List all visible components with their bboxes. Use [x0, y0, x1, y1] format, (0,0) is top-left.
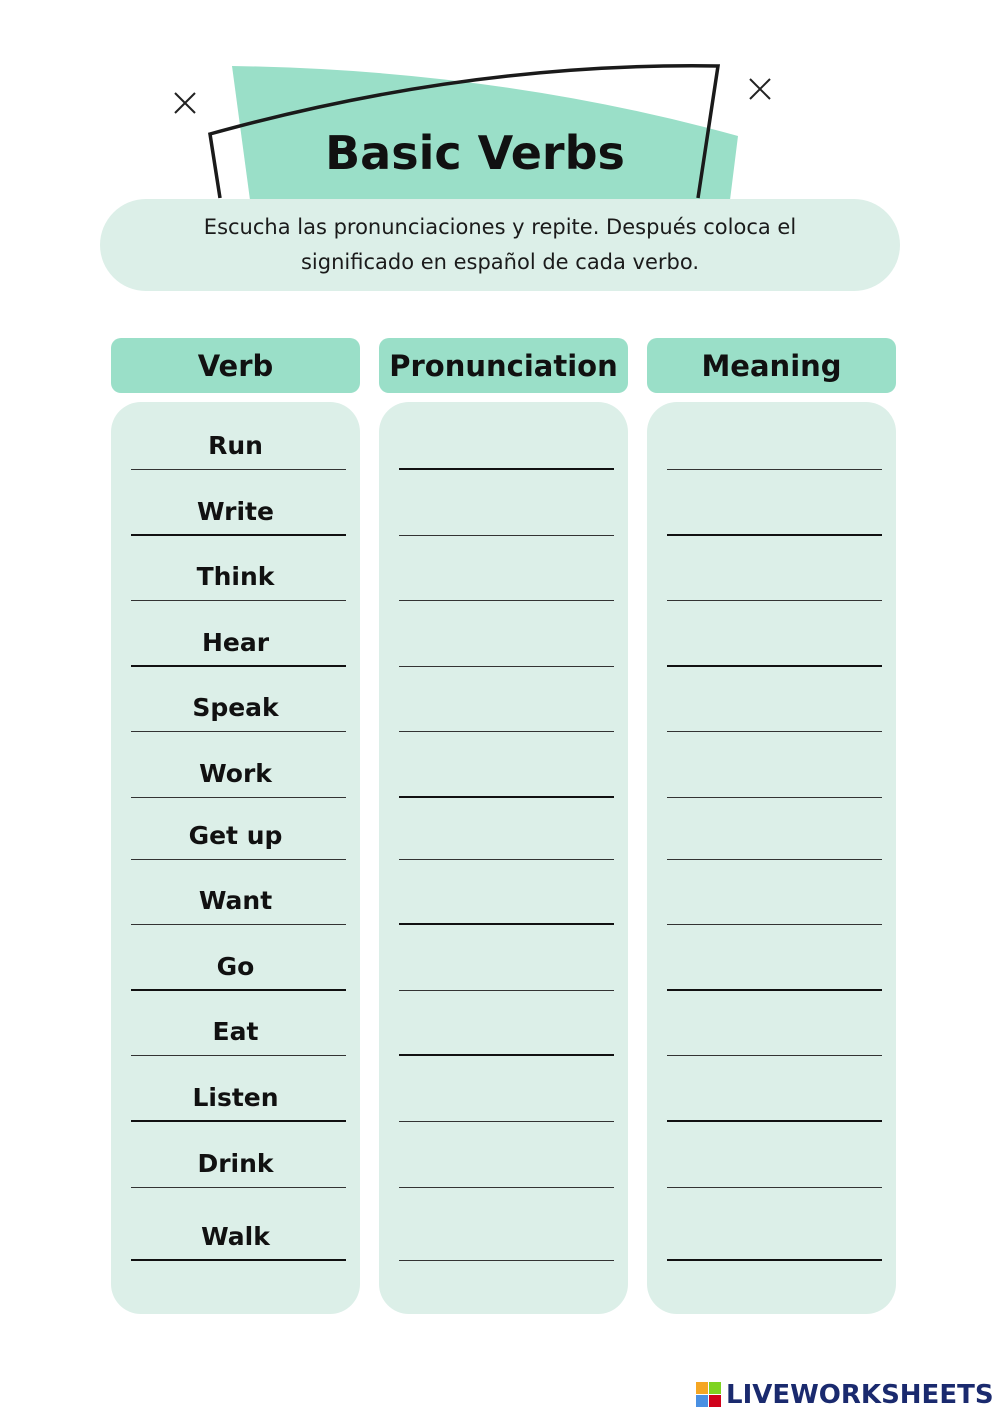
verb-row [111, 800, 360, 860]
meaning-answer-line[interactable] [667, 665, 882, 667]
meaning-answer-line[interactable] [667, 534, 882, 536]
verb-column [111, 402, 360, 1314]
verb-answer-line [131, 665, 346, 667]
meaning-answer-line[interactable] [667, 859, 882, 860]
meaning-row[interactable] [647, 541, 896, 601]
verb-word: Eat [212, 1017, 259, 1046]
meaning-answer-line[interactable] [667, 731, 882, 732]
pronunciation-answer-line[interactable] [399, 666, 614, 667]
meaning-answer-line[interactable] [667, 989, 882, 991]
meaning-row[interactable] [647, 672, 896, 732]
verb-word: Get up [188, 821, 283, 850]
page-title: Basic Verbs [325, 126, 625, 180]
pronunciation-row[interactable] [379, 996, 628, 1056]
verb-answer-line [131, 924, 346, 925]
verb-word: Listen [192, 1083, 279, 1112]
verb-word: Walk [201, 1222, 270, 1251]
pronunciation-row[interactable] [379, 410, 628, 470]
verb-word: Work [199, 759, 272, 788]
verb-row [111, 672, 360, 732]
verb-word: Think [196, 562, 275, 591]
meaning-answer-line[interactable] [667, 1055, 882, 1056]
pronunciation-row[interactable] [379, 738, 628, 798]
meaning-answer-line[interactable] [667, 924, 882, 925]
verb-row [111, 1128, 360, 1188]
verb-row [111, 996, 360, 1056]
pronunciation-answer-line[interactable] [399, 1260, 614, 1261]
verb-row [111, 607, 360, 667]
verb-word: Go [216, 952, 255, 981]
verb-word: Speak [192, 693, 279, 722]
verb-row [111, 1201, 360, 1261]
verb-row [111, 865, 360, 925]
pronunciation-row[interactable] [379, 1128, 628, 1188]
verb-row [111, 476, 360, 536]
pronunciation-answer-line[interactable] [399, 990, 614, 991]
meaning-answer-line[interactable] [667, 797, 882, 798]
pronunciation-column-header: Pronunciation [379, 338, 628, 393]
verb-row [111, 1062, 360, 1122]
verb-column-header: Verb [111, 338, 360, 393]
meaning-row[interactable] [647, 738, 896, 798]
meaning-row[interactable] [647, 865, 896, 925]
verb-word: Run [208, 431, 263, 460]
pronunciation-row[interactable] [379, 476, 628, 536]
verb-answer-line [131, 1120, 346, 1122]
pronunciation-column [379, 402, 628, 1314]
verb-word: Drink [197, 1149, 274, 1178]
verb-answer-line [131, 1055, 346, 1056]
pronunciation-answer-line[interactable] [399, 1121, 614, 1122]
pronunciation-answer-line[interactable] [399, 859, 614, 860]
verb-row [111, 410, 360, 470]
pronunciation-row[interactable] [379, 1201, 628, 1261]
instructions-text: Escucha las pronunciaciones y repite. Después coloca el significado en español de cada verbo. [203, 215, 797, 274]
verb-word: Write [197, 497, 274, 526]
meaning-column-header: Meaning [647, 338, 896, 393]
pronunciation-answer-line[interactable] [399, 1054, 614, 1056]
meaning-answer-line[interactable] [667, 1187, 882, 1188]
pronunciation-row[interactable] [379, 1062, 628, 1122]
meaning-row[interactable] [647, 800, 896, 860]
meaning-row[interactable] [647, 476, 896, 536]
pronunciation-row[interactable] [379, 865, 628, 925]
pronunciation-row[interactable] [379, 607, 628, 667]
pronunciation-row[interactable] [379, 800, 628, 860]
liveworksheets-logo [696, 1380, 994, 1410]
verb-row [111, 541, 360, 601]
meaning-row[interactable] [647, 1062, 896, 1122]
verb-answer-line [131, 600, 346, 601]
pronunciation-row[interactable] [379, 672, 628, 732]
pronunciation-row[interactable] [379, 931, 628, 991]
pronunciation-answer-line[interactable] [399, 468, 614, 470]
verb-answer-line [131, 534, 346, 536]
verb-word: Hear [201, 628, 270, 657]
instructions-box [100, 199, 900, 291]
meaning-column [647, 402, 896, 1314]
pronunciation-answer-line[interactable] [399, 796, 614, 798]
verb-row [111, 931, 360, 991]
pronunciation-answer-line[interactable] [399, 535, 614, 536]
meaning-row[interactable] [647, 996, 896, 1056]
pronunciation-answer-line[interactable] [399, 923, 614, 925]
verb-word: Want [198, 886, 273, 915]
verb-row [111, 738, 360, 798]
pronunciation-answer-line[interactable] [399, 1187, 614, 1188]
verb-answer-line [131, 1259, 346, 1261]
logo-text: LIVEWORKSHEETS [726, 1380, 994, 1410]
meaning-row[interactable] [647, 1201, 896, 1261]
meaning-row[interactable] [647, 410, 896, 470]
meaning-answer-line[interactable] [667, 469, 882, 470]
meaning-row[interactable] [647, 1128, 896, 1188]
pronunciation-answer-line[interactable] [399, 600, 614, 601]
meaning-answer-line[interactable] [667, 600, 882, 601]
meaning-row[interactable] [647, 931, 896, 991]
verb-answer-line [131, 859, 346, 860]
verb-answer-line [131, 469, 346, 470]
logo-icon [696, 1382, 722, 1408]
verb-answer-line [131, 731, 346, 732]
meaning-answer-line[interactable] [667, 1259, 882, 1261]
pronunciation-row[interactable] [379, 541, 628, 601]
meaning-answer-line[interactable] [667, 1120, 882, 1122]
verb-answer-line [131, 1187, 346, 1188]
verb-answer-line [131, 797, 346, 798]
meaning-row[interactable] [647, 607, 896, 667]
verb-answer-line [131, 989, 346, 991]
pronunciation-answer-line[interactable] [399, 731, 614, 732]
